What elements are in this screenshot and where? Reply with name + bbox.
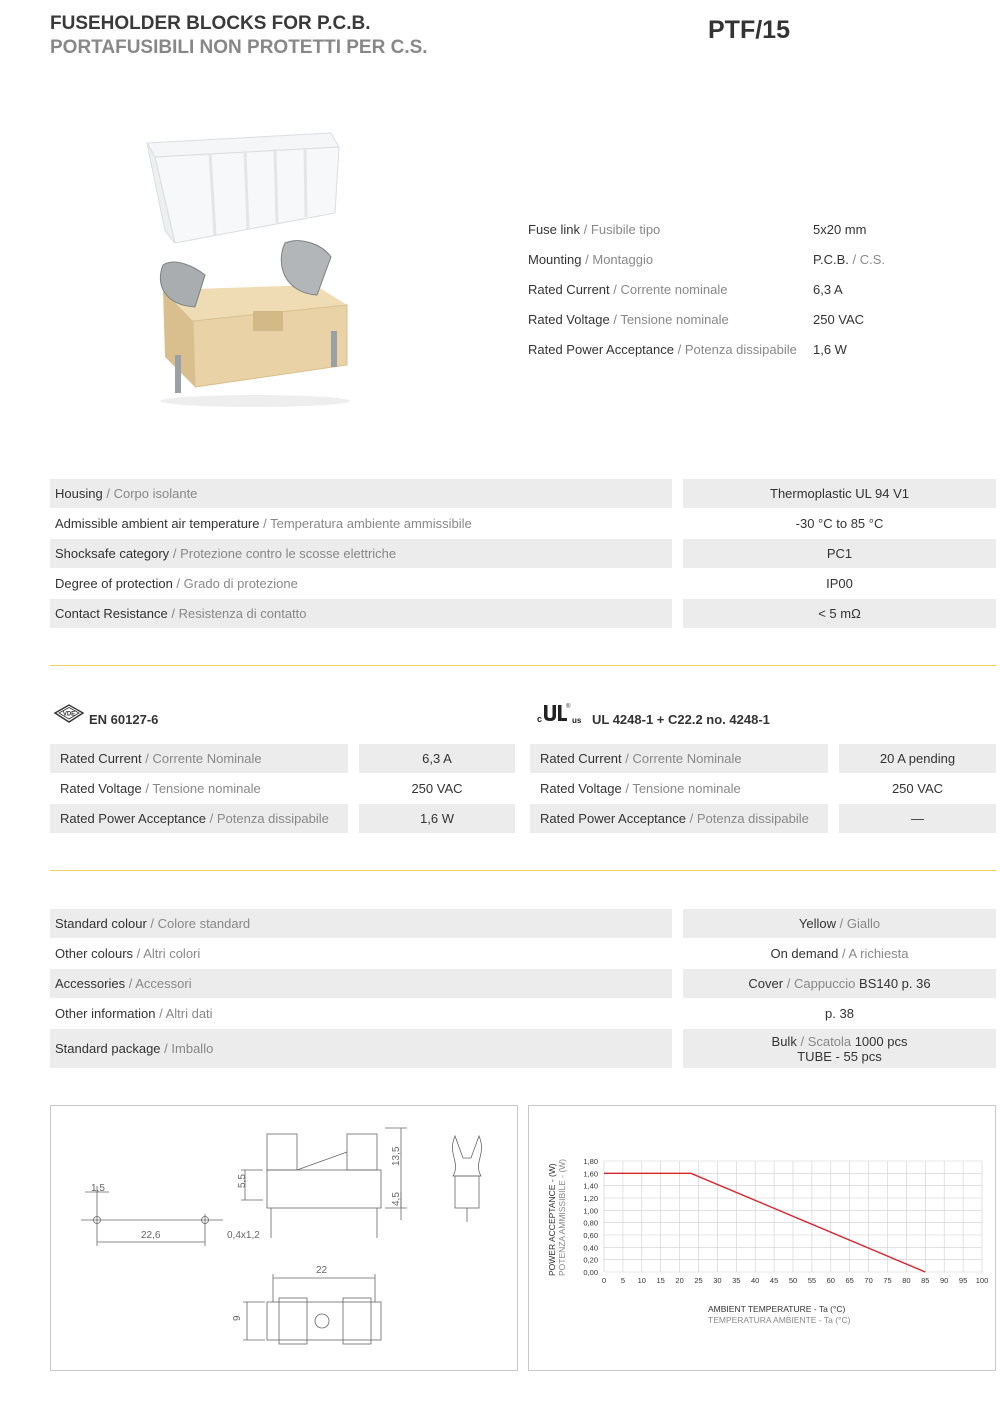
chart-x-tick: 30 — [713, 1276, 722, 1285]
cert-standard-vde: EN 60127-6 — [89, 712, 159, 727]
divider — [50, 665, 996, 666]
dim-label: 0,4x1,2 — [227, 1230, 260, 1241]
chart-y-tick: 1,00 — [583, 1206, 598, 1216]
table-row: Other information / Altri dati p. 38 — [55, 1006, 854, 1021]
chart-ylabel: POWER ACCEPTANCE - (W) — [547, 1163, 557, 1276]
dim-label: 22,6 — [141, 1230, 161, 1241]
chart-y-tick: 0,00 — [583, 1268, 598, 1277]
chart-x-tick: 10 — [637, 1276, 646, 1285]
table-row: Rated Current / Corrente Nominale 6,3 A — [0, 744, 520, 773]
chart-y-tick: 0,80 — [583, 1218, 598, 1228]
chart-x-tick: 15 — [656, 1276, 665, 1285]
product-code: PTF/15 — [708, 16, 790, 44]
table-row: Rated Power Acceptance / Potenza dissipabile 1,6 W — [0, 804, 520, 833]
dim-label: 22 — [316, 1265, 328, 1276]
chart-y-tick: 1,20 — [583, 1194, 598, 1203]
chart-x-tick: 40 — [751, 1276, 760, 1285]
chart-x-tick: 25 — [694, 1276, 703, 1285]
derating-chart — [528, 1105, 996, 1371]
chart-xlabel-it: TEMPERATURA AMBIENTE - Ta (°C) — [708, 1315, 851, 1325]
table-row: Other colours / Altri colori On demand / A richiesta — [55, 946, 909, 961]
dim-label: 1,5 — [91, 1183, 105, 1194]
table-row: Rated Current / Corrente Nominale 20 A pending — [0, 744, 1000, 773]
svg-text:VDE: VDE — [62, 711, 76, 718]
chart-x-tick: 80 — [902, 1276, 911, 1285]
cert-standard-ul: UL 4248-1 + C22.2 no. 4248-1 — [592, 712, 770, 727]
spec-row: Rated Current / Corrente nominale 6,3 A — [528, 282, 843, 297]
chart-x-tick: 20 — [675, 1276, 684, 1285]
dim-label: 9 — [232, 1315, 243, 1321]
chart-x-tick: 5 — [620, 1276, 625, 1285]
chart-x-tick: 50 — [788, 1276, 798, 1285]
table-row: Standard colour / Colore standard Yellow / Giallo — [0, 909, 1000, 938]
dim-label: 4,5 — [391, 1192, 402, 1206]
cul-us-logo — [536, 701, 588, 725]
table-row: Shocksafe category / Protezione contro le scosse elettriche PC1 — [0, 539, 1000, 568]
chart-x-tick: 85 — [921, 1276, 930, 1285]
divider — [50, 870, 996, 871]
chart-x-tick: 60 — [826, 1276, 835, 1285]
chart-x-tick: 55 — [807, 1276, 817, 1285]
table-row: Rated Power Acceptance / Potenza dissipabile — — [0, 804, 1000, 833]
svg-text:us: us — [572, 716, 582, 725]
spec-row: Mounting / Montaggio P.C.B. / C.S. — [528, 252, 886, 267]
page-subtitle: PORTAFUSIBILI NON PROTETTI PER C.S. — [50, 37, 428, 58]
chart-y-tick: 1,40 — [583, 1181, 598, 1191]
chart-svg — [529, 1106, 995, 1370]
svg-text:c: c — [537, 714, 543, 724]
spec-row: Fuse link / Fusibile tipo 5x20 mm — [528, 222, 867, 237]
chart-x-tick: 100 — [975, 1276, 989, 1285]
chart-x-tick: 70 — [864, 1276, 873, 1285]
chart-x-tick: 95 — [958, 1276, 968, 1285]
table-row: Accessories / Accessori Cover / Cappuccio BS140 p. 36 — [0, 969, 1000, 998]
chart-x-tick: 65 — [845, 1276, 854, 1285]
table-row: Rated Voltage / Tensione nominale 250 VAC — [60, 781, 463, 796]
table-row: Degree of protection / Grado di protezione IP00 — [55, 576, 853, 591]
chart-x-tick: 75 — [883, 1276, 892, 1285]
table-row: Admissible ambient air temperature / Temperatura ambiente ammissibile -30 °C to 85 °C — [55, 516, 884, 531]
spec-row: Rated Voltage / Tensione nominale 250 VAC — [528, 312, 865, 327]
chart-y-tick: 0,40 — [583, 1243, 598, 1253]
chart-x-tick: 35 — [732, 1276, 741, 1285]
technical-drawing — [50, 1105, 518, 1371]
chart-ylabel-it: POTENZA AMMISSIBILE - (W) — [557, 1158, 567, 1276]
page-title: FUSEHOLDER BLOCKS FOR P.C.B. — [50, 13, 371, 34]
cover-image — [147, 133, 339, 243]
product-photo — [135, 125, 405, 410]
chart-x-tick: 45 — [769, 1276, 779, 1285]
spec-row: Rated Power Acceptance / Potenza dissipabile 1,6 W — [528, 342, 847, 357]
table-row: Contact Resistance / Resistenza di contatto < 5 mΩ — [0, 599, 1000, 628]
chart-xlabel: AMBIENT TEMPERATURE - Ta (°C) — [708, 1304, 846, 1314]
chart-x-tick: 0 — [601, 1276, 607, 1285]
chart-y-tick: 1,60 — [583, 1169, 598, 1179]
table-row: Standard package / Imballo Bulk / Scatola 1000 pcs TUBE - 55 pcs — [0, 1029, 1000, 1068]
table-row: Housing / Corpo isolante Thermoplastic UL 94 V1 — [0, 479, 1000, 508]
chart-x-tick: 90 — [940, 1276, 949, 1285]
dim-label: 13,5 — [391, 1146, 402, 1166]
chart-y-tick: 1,80 — [583, 1157, 598, 1166]
table-row: Rated Voltage / Tensione nominale 250 VAC — [540, 781, 944, 796]
chart-y-tick: 0,60 — [583, 1231, 598, 1240]
vde-logo — [53, 703, 85, 725]
dim-label: 5,5 — [237, 1174, 248, 1188]
chart-y-tick: 0,20 — [583, 1255, 598, 1265]
base-image — [160, 241, 347, 393]
svg-text:®: ® — [566, 704, 571, 710]
